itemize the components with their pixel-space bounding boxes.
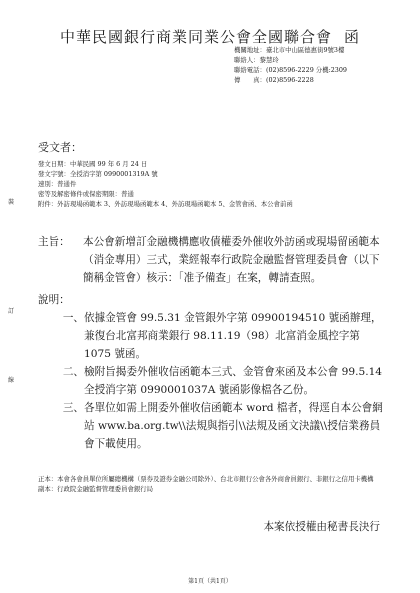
document-meta [38,159,383,209]
meta-speed: 速別： 普通件 [38,180,77,188]
subject-section [38,233,383,287]
meta-classification: 密等及解密條件或保密期限： 普通 [38,190,134,198]
binding-mark-bottom: 線 [7,377,14,384]
subject-text: 本公會新增訂金融機構應收債權委外催收外訪函或現場留函範本（消金專用）三式，業經報奉行政院金融監督管理委員會（以下簡稱金管會）核示：「准予備查」在案，轉請查照。 [83,236,380,284]
doc-type: 函 [344,28,361,46]
meta-attachments: 附件： 外訪現場函範本 3、外訪現場函範本 4、外訪現場函範本 5、金管會函、本公會前函 [38,200,293,208]
page-number: 第1頁（共1頁） [188,578,232,585]
org-name: 中華民國銀行商業同業公會全國聯合會 [59,28,332,46]
distribution-list [38,474,383,494]
letter-body [38,233,383,453]
letter-title [0,26,420,47]
signature-line: 本案依授權由秘書長決行 [263,521,380,533]
binding-mark-middle: 訂 [7,308,14,315]
meta-doc-number: 發文字號： 全授消字第 0990001319A 號 [38,170,158,178]
contact-fax: 傳 真：(02)8596-2228 [234,76,314,84]
contact-address: 機關地址：臺北市中山區德惠街9號3樓 [234,46,345,54]
contact-person: 聯絡人：黎慧玲 [234,56,279,64]
meta-date: 發文日期： 中華民國 99 年 6 月 24 日 [38,160,148,168]
recipient-label: 受文者： [38,141,82,154]
contact-phone: 聯絡電話：(02)8596-2229 分機:2309 [234,66,347,74]
original-recipients: 正本： 本會各會員單位所屬總機構（票券及證券金融公司除外）、台北市銀行公會各外商會員銀行、非銀行之信用卡機構 [38,475,374,483]
binding-mark-top: 裝 [7,199,14,206]
explanation-item: 三、 各單位如需上開委外催收信函範本 word 檔者，得逕自本公會網站 www.ba.org.tw\\法規與指引\\法規及函文決議\\授信業務員會下載使用。 [62,402,383,450]
explanation-item: 二、 檢附旨揭委外催收信函範本三式、金管會來函及本公會 99.5.14 全授消字第 0990001037A 號函影像檔各乙份。 [62,366,383,396]
contact-block [234,45,347,85]
explanation-label: 說明： [38,294,70,306]
explanation-item: 一、 依據金管會 99.5.31 金管銀外字第 09900194510 號函辦理，兼復台北富邦商業銀行 98.11.19（98）北富消金風控字第1075 號函。 [62,312,382,360]
copy-recipients: 副本： 行政院金融監督管理委員會銀行局 [38,485,154,493]
subject-label: 主旨： [38,236,70,248]
